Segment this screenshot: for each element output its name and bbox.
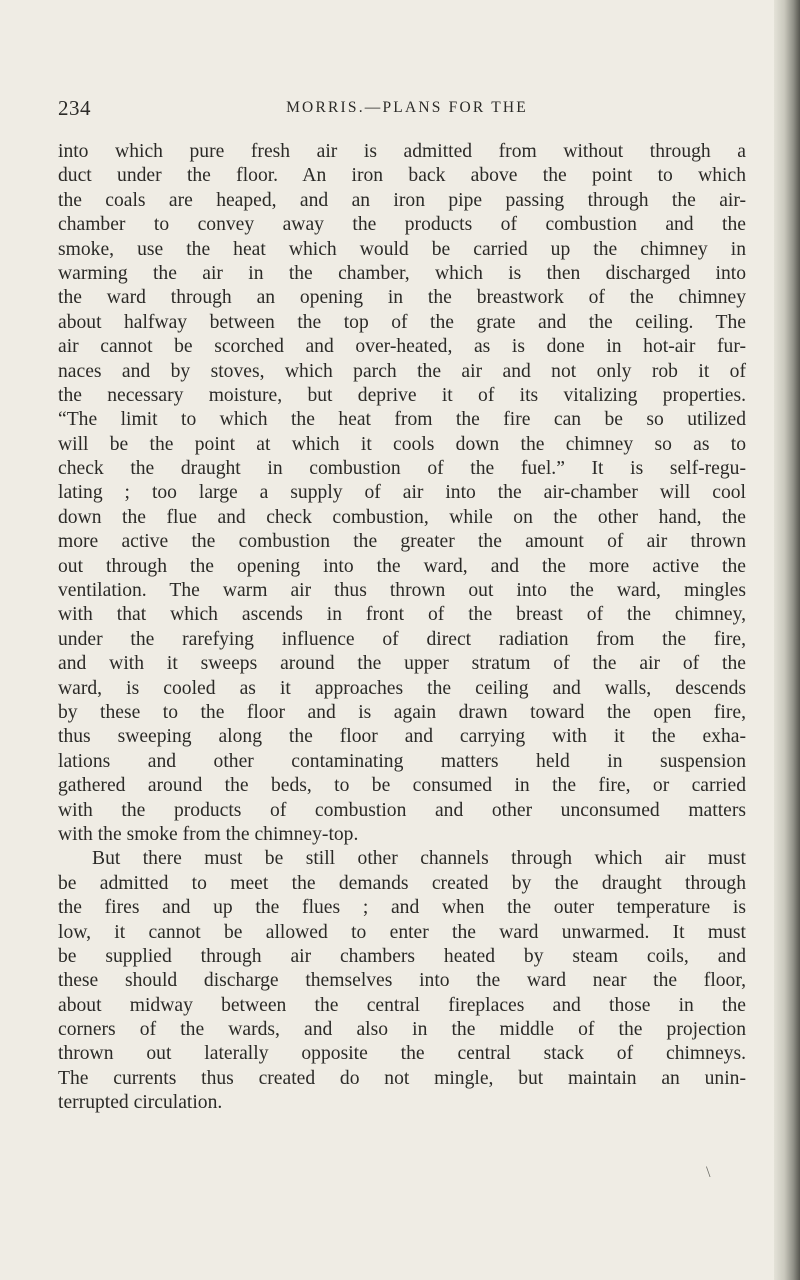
text-line: gathered around the beds, to be consumed in the fire, or carried	[58, 775, 746, 797]
text-line: chamber to convey away the products of combustion and the	[58, 214, 746, 236]
text-line: into which pure fresh air is admitted from without through a	[58, 141, 746, 162]
text-line: smoke, use the heat which would be carried up the chimney in	[58, 238, 746, 260]
text-line: out through the opening into the ward, and the more active the	[58, 555, 746, 577]
text-line: thrown out laterally opposite the central stack of chimneys.	[58, 1043, 746, 1065]
text-line: the necessary moisture, but deprive it of its vitalizing properties.	[58, 384, 746, 406]
text-line: lations and other contaminating matters held in suspension	[58, 750, 746, 772]
text-line: ventilation. The warm air thus thrown out into the ward, mingles	[58, 580, 746, 602]
text-line: duct under the floor. An iron back above the point to which	[58, 165, 746, 187]
text-line: thus sweeping along the floor and carrying with it the exha-	[58, 726, 746, 748]
text-line: under the rarefying influence of direct radiation from the fire,	[58, 628, 746, 650]
text-line: the fires and up the flues ; and when the outer temperature is	[58, 897, 746, 919]
page-number: 234	[58, 96, 91, 120]
text-line: warming the air in the chamber, which is then discharged into	[58, 262, 746, 284]
text-line: low, it cannot be allowed to enter the ward unwarmed. It must	[58, 921, 746, 943]
text-line: be admitted to meet the demands created by the draught through	[58, 872, 746, 894]
text-line: naces and by stoves, which parch the air and not only rob it of	[58, 360, 746, 382]
text-line: “The limit to which the heat from the fire can be so utilized	[58, 409, 746, 431]
text-line: about halfway between the top of the grate and the ceiling. The	[58, 311, 746, 333]
body-text	[58, 140, 746, 1116]
text-line: with that which ascends in front of the breast of the chimney,	[58, 604, 746, 626]
text-line: terrupted circulation.	[58, 1092, 223, 1114]
text-line: will be the point at which it cools down the chimney so as to	[58, 433, 746, 455]
text-line: with the smoke from the chimney-top.	[58, 823, 359, 845]
stray-mark: \	[706, 1164, 711, 1181]
text-line: check the draught in combustion of the fuel.” It is self-regu-	[58, 458, 746, 480]
text-line: the ward through an opening in the breastwork of the chimney	[58, 287, 746, 309]
page-header	[58, 96, 748, 120]
text-line: air cannot be scorched and over-heated, as is done in hot-air fur-	[58, 336, 746, 358]
running-head: MORRIS.—PLANS FOR THE	[286, 99, 528, 116]
text-line: lating ; too large a supply of air into the air-chamber will cool	[58, 482, 746, 504]
page-edge-shadow	[774, 0, 800, 1280]
text-line: The currents thus created do not mingle, but maintain an unin-	[58, 1067, 746, 1089]
text-line: by these to the floor and is again drawn toward the open fire,	[58, 701, 746, 723]
text-line: the coals are heaped, and an iron pipe passing through the air-	[58, 189, 746, 211]
text-line: But there must be still other channels through which air must	[92, 848, 746, 870]
text-line: more active the combustion the greater the amount of air thrown	[58, 531, 746, 553]
text-line: and with it sweeps around the upper stratum of the air of the	[58, 653, 746, 675]
text-line: these should discharge themselves into the ward near the floor,	[58, 970, 746, 992]
text-line: down the flue and check combustion, while on the other hand, the	[58, 506, 746, 528]
text-line: be supplied through air chambers heated by steam coils, and	[58, 945, 746, 967]
text-line: corners of the wards, and also in the middle of the projection	[58, 1019, 746, 1041]
text-line: with the products of combustion and other unconsumed matters	[58, 799, 746, 821]
text-line: about midway between the central fireplaces and those in the	[58, 994, 746, 1016]
text-line: ward, is cooled as it approaches the ceiling and walls, descends	[58, 677, 746, 699]
